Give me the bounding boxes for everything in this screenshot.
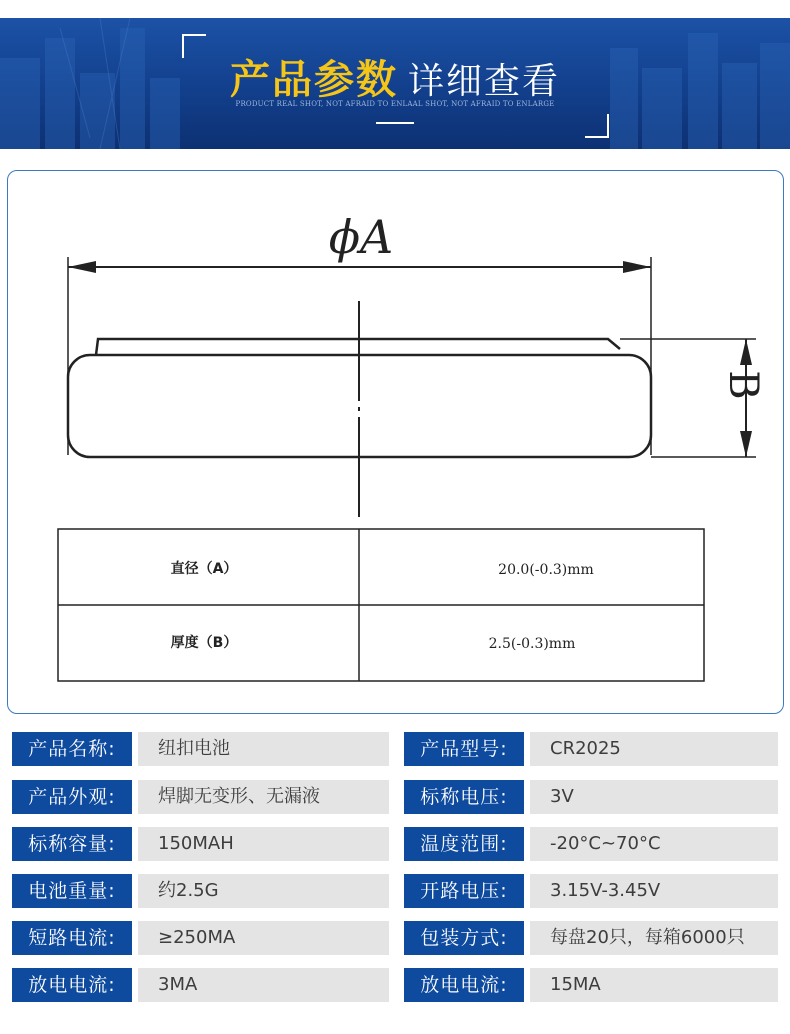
spec-label: 标称容量: [12,827,132,861]
spec-value: 每盘20只，每箱6000只 [530,921,778,955]
dim-a-arrow-left [68,261,96,273]
spec-value: ≥250MA [138,921,389,955]
dimension-row-b-name: 厚度（B） [170,635,238,651]
dimension-row-a-value: 20.0(-0.3)mm [498,562,594,578]
spec-label: 产品型号: [404,732,524,766]
spec-label: 短路电流: [12,921,132,955]
dimension-row-a-name: 直径（A） [170,561,238,577]
spec-value: 150MAH [138,827,389,861]
banner-underline [376,122,414,124]
spec-value: 3MA [138,968,389,1002]
dim-b-label: B [720,370,766,400]
dimension-diagram-panel [7,170,784,714]
dim-a-arrow-right [623,261,651,273]
spec-value: 纽扣电池 [138,732,389,766]
battery-dimension-drawing [8,171,783,713]
spec-row [12,921,778,955]
spec-label: 产品外观: [12,780,132,814]
dim-b-arrow-top [740,339,752,365]
spec-row [12,732,778,766]
spec-value: 15MA [530,968,778,1002]
spec-label: 标称电压: [404,780,524,814]
banner-title-highlight: 产品参数 [229,57,398,103]
dimension-row-b-value: 2.5(-0.3)mm [488,636,576,652]
banner-subtitle: PRODUCT REAL SHOT, NOT AFRAID TO ENLAAL SHOT, NOT AFRAID TO ENLARGE [235,100,555,108]
spec-label: 放电电流: [12,968,132,1002]
spec-label: 包装方式: [404,921,524,955]
spec-value: 焊脚无变形、无漏液 [138,780,389,814]
dim-a-label: ϕA [328,210,394,264]
spec-row [12,780,778,814]
spec-row [12,968,778,1002]
banner-title [0,48,790,105]
spec-label: 开路电压: [404,874,524,908]
spec-row [12,874,778,908]
corner-bracket-bottom-right [585,114,609,138]
spec-value: CR2025 [530,732,778,766]
spec-value: 3V [530,780,778,814]
spec-label: 电池重量: [12,874,132,908]
spec-value: 约2.5G [138,874,389,908]
spec-label: 温度范围: [404,827,524,861]
spec-row [12,827,778,861]
dim-b-arrow-bottom [740,431,752,457]
spec-value: 3.15V-3.45V [530,874,778,908]
header-banner [0,18,790,149]
banner-title-rest: 详细查看 [407,61,560,102]
spec-value: -20°C~70°C [530,827,778,861]
spec-label: 产品名称: [12,732,132,766]
spec-label: 放电电流: [404,968,524,1002]
